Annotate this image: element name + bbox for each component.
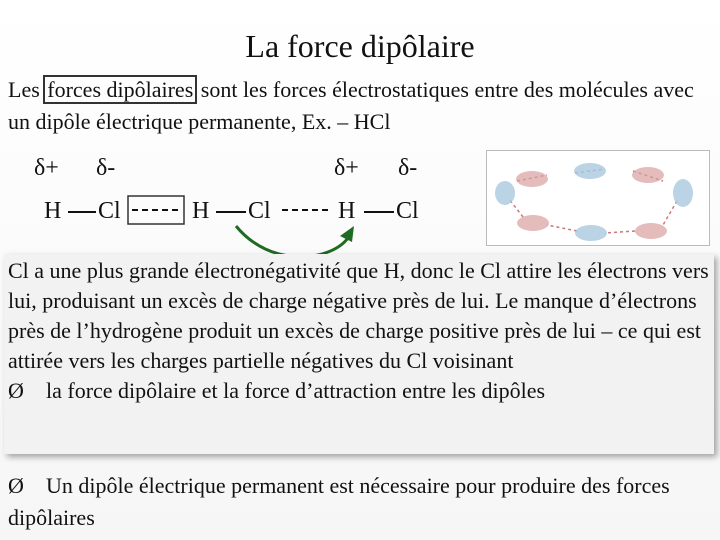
bottom-bullet — [8, 470, 708, 534]
explanation-bullet — [8, 376, 710, 406]
delta-plus-label: δ+ — [334, 155, 359, 181]
intro-after: sont les forces électrostatiques entre des molécules avec un dipôle électrique permanente, Ex. – HCl — [8, 77, 694, 134]
hydrogen-atom: H — [338, 198, 356, 224]
hydrogen-atom: H — [192, 198, 210, 224]
chlorine-atom: Cl — [248, 198, 271, 224]
green-arrow — [236, 226, 348, 257]
bottom-bullet-text: Un dipôle électrique permanent est nécessaire pour produire des forces dipôlaires — [8, 473, 670, 530]
intro-boxed-term: forces dipôlaires — [47, 77, 194, 102]
intro-before: Les — [8, 77, 46, 102]
explanation-paragraph: Cl a une plus grande électronégativité que H, donc le Cl attire les électrons vers lui, produisant un excès de charge négative près de lui. Le manque d’électrons près de l’hydrogène produit un excès de charge positive près de lui – ce qui est attirée vers les charges partielle négatives du Cl voisinant — [8, 258, 709, 373]
delta-minus-label: δ- — [398, 155, 418, 181]
bullet-arrow-icon: Ø — [8, 473, 24, 498]
explanation-bullet-text: la force dipôlaire et la force d’attraction entre les dipôles — [46, 378, 546, 403]
chlorine-atom: Cl — [98, 198, 121, 224]
hydrogen-atom: H — [44, 198, 62, 224]
bullet-arrow-icon: Ø — [8, 378, 24, 403]
attraction-highlight-box — [128, 196, 184, 224]
delta-minus-label: δ- — [96, 155, 116, 181]
slide-title: La force dipôlaire — [245, 28, 475, 64]
chlorine-atom: Cl — [396, 198, 419, 224]
dipole-chain-image — [486, 150, 710, 246]
explanation-box — [4, 254, 714, 454]
delta-plus-label: δ+ — [34, 155, 59, 181]
dipole-chain-illustration — [487, 151, 709, 245]
